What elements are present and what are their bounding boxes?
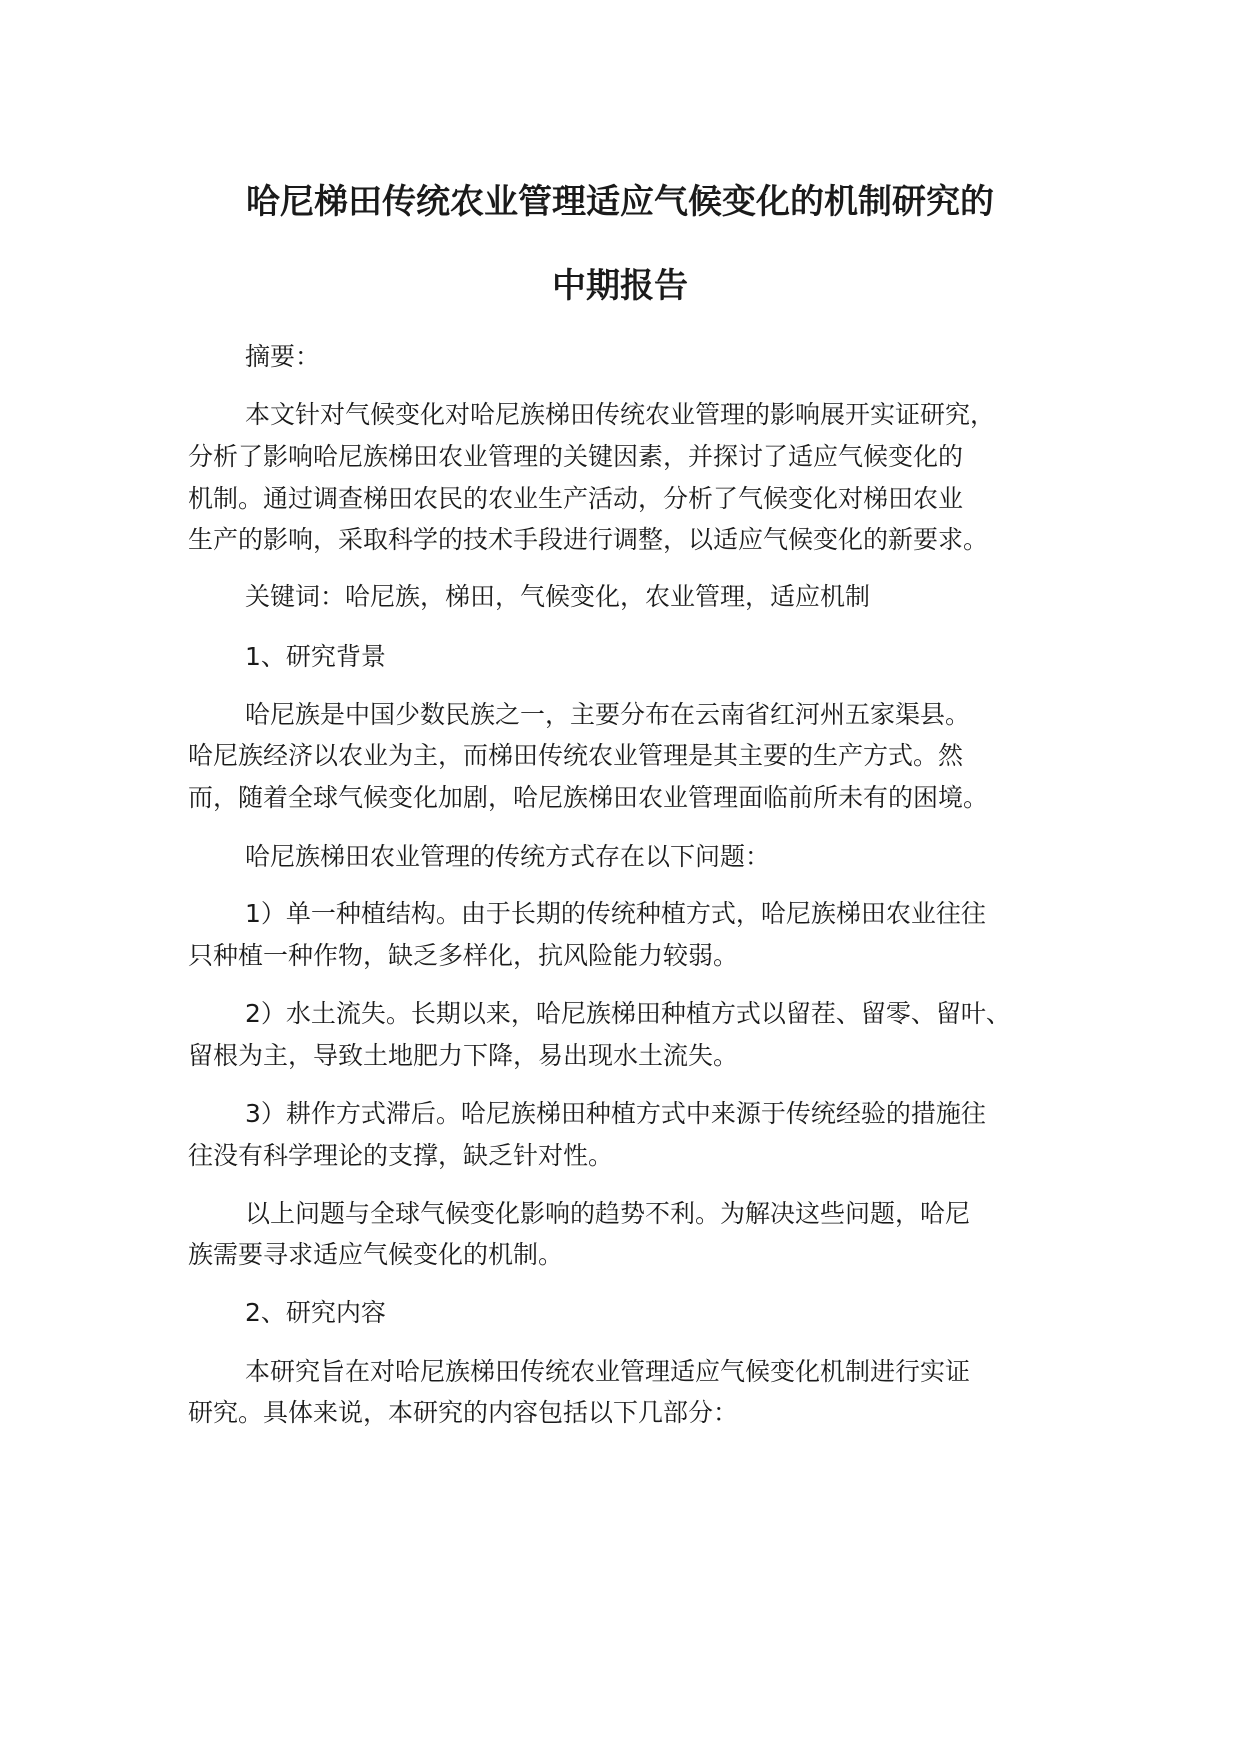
list-item-line: 1）单一种植结构。由于长期的传统种植方式，哈尼族梯田农业往往: [245, 899, 986, 928]
abstract-heading: 摘要：: [245, 342, 321, 371]
abstract-line: 生产的影响，采取科学的技术手段进行调整，以适应气候变化的新要求。: [188, 525, 989, 554]
document-title-line-2: 中期报告: [552, 266, 688, 306]
abstract-line: 本文针对气候变化对哈尼族梯田传统农业管理的影响展开实证研究，: [245, 400, 996, 429]
section-heading-content: 2、研究内容: [245, 1298, 386, 1327]
abstract-line: 分析了影响哈尼族梯田农业管理的关键因素，并探讨了适应气候变化的: [188, 442, 964, 471]
document-title-line-1: 哈尼梯田传统农业管理适应气候变化的机制研究的: [246, 182, 994, 222]
paragraph-line: 本研究旨在对哈尼族梯田传统农业管理适应气候变化机制进行实证: [245, 1357, 971, 1386]
paragraph-line: 哈尼族经济以农业为主，而梯田传统农业管理是其主要的生产方式。然: [188, 741, 964, 770]
paragraph-line: 哈尼族是中国少数民族之一，主要分布在云南省红河州五家渠县。: [245, 700, 971, 729]
paragraph-line: 而，随着全球气候变化加剧，哈尼族梯田农业管理面临前所未有的困境。: [188, 783, 989, 812]
list-item-line: 只种植一种作物，缺乏多样化，抗风险能力较弱。: [188, 941, 739, 970]
keywords-line: 关键词：哈尼族，梯田，气候变化，农业管理，适应机制: [245, 582, 871, 611]
abstract-line: 机制。通过调查梯田农民的农业生产活动，分析了气候变化对梯田农业: [188, 484, 964, 513]
section-heading-background: 1、研究背景: [245, 642, 386, 671]
list-item-line: 3）耕作方式滞后。哈尼族梯田种植方式中来源于传统经验的措施往: [245, 1099, 986, 1128]
list-item-line: 往没有科学理论的支撑，缺乏针对性。: [188, 1141, 614, 1170]
paragraph-line: 以上问题与全球气候变化影响的趋势不利。为解决这些问题，哈尼: [245, 1199, 971, 1228]
list-item-line: 留根为主，导致土地肥力下降，易出现水土流失。: [188, 1041, 739, 1070]
paragraph-line: 族需要寻求适应气候变化的机制。: [188, 1240, 564, 1269]
paragraph-line: 研究。具体来说，本研究的内容包括以下几部分：: [188, 1398, 739, 1427]
paragraph-line: 哈尼族梯田农业管理的传统方式存在以下问题：: [245, 842, 771, 871]
list-item-line: 2）水土流失。长期以来，哈尼族梯田种植方式以留茬、留零、留叶、: [245, 999, 1011, 1028]
